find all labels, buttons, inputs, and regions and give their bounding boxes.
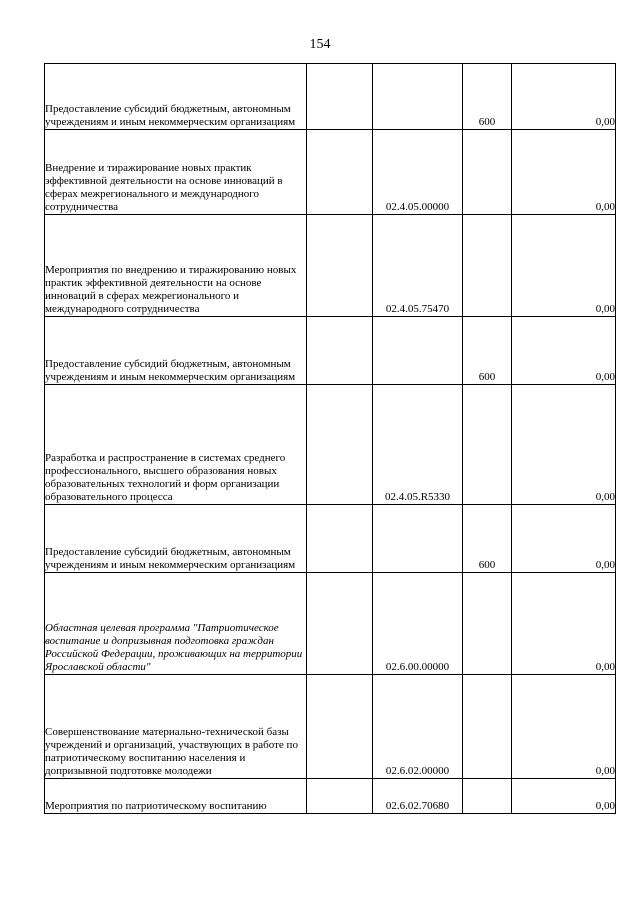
target-article-code bbox=[373, 317, 463, 385]
amount: 0,00 bbox=[512, 573, 616, 675]
target-article-code bbox=[373, 505, 463, 573]
expense-type-code bbox=[463, 779, 512, 814]
empty-cell bbox=[307, 573, 373, 675]
empty-cell bbox=[307, 675, 373, 779]
table-row bbox=[45, 573, 616, 675]
target-article-code: 02.4.05.R5330 bbox=[373, 385, 463, 505]
amount: 0,00 bbox=[512, 779, 616, 814]
row-name: Предоставление субсидий бюджетным, автономным учреждениям и иным некоммерческим организациям bbox=[45, 505, 307, 573]
target-article-code bbox=[373, 64, 463, 130]
target-article-code: 02.6.02.00000 bbox=[373, 675, 463, 779]
budget-table bbox=[44, 63, 616, 814]
table-row bbox=[45, 317, 616, 385]
amount: 0,00 bbox=[512, 130, 616, 215]
empty-cell bbox=[307, 317, 373, 385]
expense-type-code: 600 bbox=[463, 505, 512, 573]
table-row bbox=[45, 64, 616, 130]
amount: 0,00 bbox=[512, 675, 616, 779]
empty-cell bbox=[307, 215, 373, 317]
target-article-code: 02.6.00.00000 bbox=[373, 573, 463, 675]
row-name: Мероприятия по патриотическому воспитанию bbox=[45, 779, 307, 814]
expense-type-code bbox=[463, 130, 512, 215]
empty-cell bbox=[307, 385, 373, 505]
row-name: Областная целевая программа "Патриотическое воспитание и допризывная подготовка граждан Российской Федерации, проживающих на территории Ярославской области" bbox=[45, 573, 307, 675]
target-article-code: 02.4.05.75470 bbox=[373, 215, 463, 317]
empty-cell bbox=[307, 130, 373, 215]
target-article-code: 02.6.02.70680 bbox=[373, 779, 463, 814]
table-row bbox=[45, 215, 616, 317]
row-name: Предоставление субсидий бюджетным, автономным учреждениям и иным некоммерческим организациям bbox=[45, 64, 307, 130]
target-article-code: 02.4.05.00000 bbox=[373, 130, 463, 215]
table-row bbox=[45, 505, 616, 573]
row-name: Мероприятия по внедрению и тиражированию новых практик эффективной деятельности на основе инноваций в сферах межрегионального и международного сотрудничества bbox=[45, 215, 307, 317]
expense-type-code bbox=[463, 385, 512, 505]
empty-cell bbox=[307, 64, 373, 130]
row-name: Совершенствование материально-технической базы учреждений и организаций, участвующих в работе по патриотическому воспитанию населения и допризывной подготовке молодежи bbox=[45, 675, 307, 779]
amount: 0,00 bbox=[512, 64, 616, 130]
row-name: Разработка и распространение в системах среднего профессионального, высшего образования новых образовательных технологий и форм организации образовательного процесса bbox=[45, 385, 307, 505]
table-row bbox=[45, 130, 616, 215]
table-row bbox=[45, 385, 616, 505]
amount: 0,00 bbox=[512, 317, 616, 385]
expense-type-code: 600 bbox=[463, 64, 512, 130]
amount: 0,00 bbox=[512, 215, 616, 317]
expense-type-code bbox=[463, 675, 512, 779]
empty-cell bbox=[307, 779, 373, 814]
expense-type-code bbox=[463, 215, 512, 317]
expense-type-code bbox=[463, 573, 512, 675]
row-name: Внедрение и тиражирование новых практик эффективной деятельности на основе инноваций в сферах межрегионального и международного сотрудничества bbox=[45, 130, 307, 215]
amount: 0,00 bbox=[512, 385, 616, 505]
table-row bbox=[45, 675, 616, 779]
empty-cell bbox=[307, 505, 373, 573]
amount: 0,00 bbox=[512, 505, 616, 573]
expense-type-code: 600 bbox=[463, 317, 512, 385]
table-row bbox=[45, 779, 616, 814]
page-number: 154 bbox=[309, 37, 331, 52]
row-name: Предоставление субсидий бюджетным, автономным учреждениям и иным некоммерческим организациям bbox=[45, 317, 307, 385]
